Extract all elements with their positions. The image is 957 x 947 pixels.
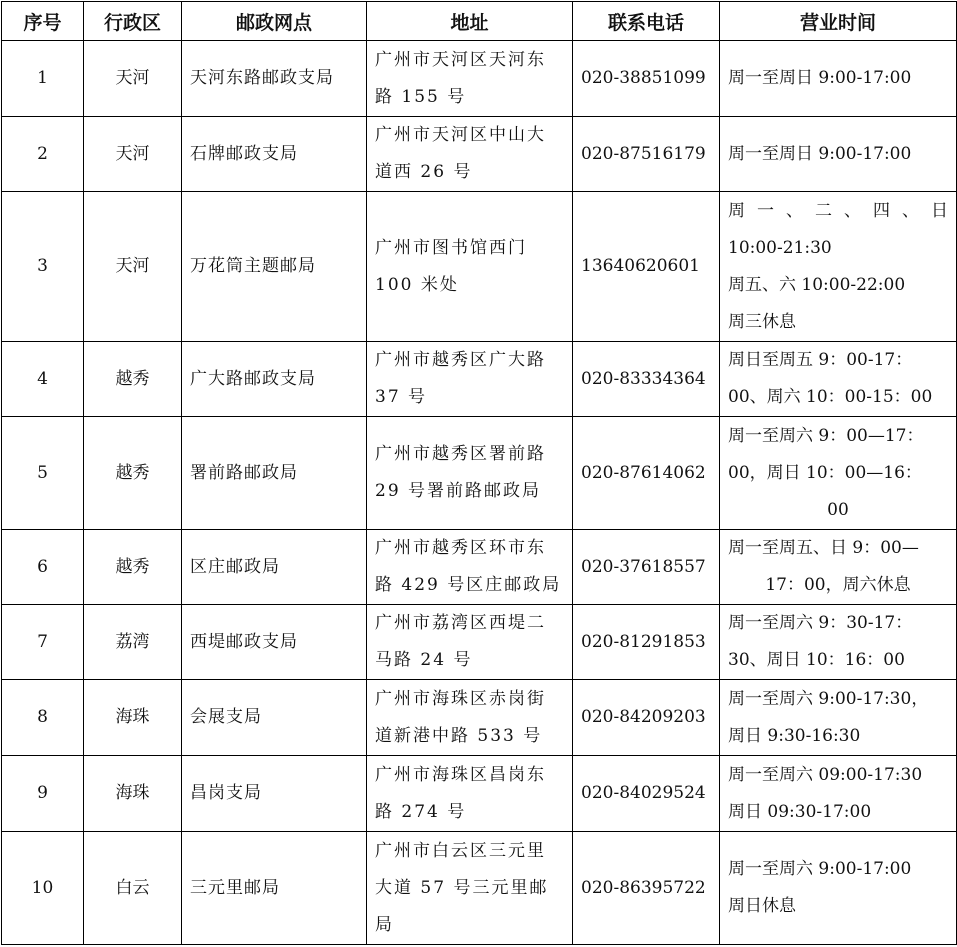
cell-address (367, 117, 573, 192)
header-phone: 联系电话 (573, 2, 720, 41)
cell-hours (720, 605, 957, 680)
cell-seq: 6 (2, 530, 84, 605)
cell-address (367, 192, 573, 342)
cell-hours (720, 117, 957, 192)
address-line: 路 429 号区庄邮政局 (375, 575, 562, 595)
hours-line: 周五、六 10:00-22:00 (728, 274, 906, 295)
hours-line: 周一至周六 09:00-17:30 (728, 764, 923, 785)
cell-seq: 7 (2, 605, 84, 680)
address-line: 局 (375, 914, 394, 935)
table-row (2, 680, 957, 756)
address-line: 道西 26 号 (375, 162, 473, 182)
cell-phone: 020-87516179 (573, 117, 720, 192)
cell-district: 天河 (84, 117, 182, 192)
cell-phone: 020-83334364 (573, 342, 720, 417)
cell-phone: 020-87614062 (573, 417, 720, 530)
cell-district: 天河 (84, 41, 182, 117)
table-row (2, 192, 957, 342)
cell-address (367, 41, 573, 117)
address-line: 广州市越秀区环市东 (375, 538, 546, 558)
cell-seq: 1 (2, 41, 84, 117)
cell-phone: 020-38851099 (573, 41, 720, 117)
table-body (2, 41, 957, 945)
cell-outlet: 署前路邮政局 (182, 417, 367, 530)
address-line: 广州市海珠区赤岗街 (375, 688, 546, 709)
hours-line: 周日休息 (728, 896, 796, 916)
cell-hours (720, 680, 957, 756)
hours-line: 00、周六 10：00-15：00 (728, 387, 933, 407)
hours-line: 周一至周六 9：00—17： (728, 425, 924, 446)
cell-address (367, 417, 573, 530)
hours-line: 30、周日 10：16：00 (728, 650, 905, 670)
header-address: 地址 (367, 2, 573, 41)
address-line: 大道 57 号三元里邮 (375, 877, 549, 898)
table-row (2, 117, 957, 192)
cell-phone: 020-81291853 (573, 605, 720, 680)
cell-district: 海珠 (84, 756, 182, 832)
cell-address (367, 680, 573, 756)
cell-phone: 13640620601 (573, 192, 720, 342)
address-line: 广州市越秀区署前路 (375, 444, 546, 464)
hours-line: 周一至周五、日 9：00— (728, 538, 919, 558)
cell-phone: 020-37618557 (573, 530, 720, 605)
cell-seq: 2 (2, 117, 84, 192)
header-seq: 序号 (2, 2, 84, 41)
cell-district: 白云 (84, 832, 182, 945)
hours-line: 周日 9:30-16:30 (728, 725, 861, 746)
address-line: 29 号署前路邮政局 (375, 481, 542, 501)
hours-line: 00，周日 10：00—16： (728, 462, 922, 483)
cell-hours (720, 417, 957, 530)
cell-address (367, 605, 573, 680)
address-line: 广州市图书馆西门 (375, 237, 527, 258)
table-row (2, 832, 957, 945)
cell-outlet: 西堤邮政支局 (182, 605, 367, 680)
cell-district: 越秀 (84, 417, 182, 530)
cell-district: 越秀 (84, 530, 182, 605)
address-line: 广州市白云区三元里 (375, 840, 546, 861)
header-district: 行政区 (84, 2, 182, 41)
hours-line: 周三休息 (728, 311, 796, 332)
address-line: 道新港中路 533 号 (375, 725, 543, 746)
cell-address (367, 342, 573, 417)
cell-hours (720, 832, 957, 945)
cell-district: 荔湾 (84, 605, 182, 680)
table-row (2, 756, 957, 832)
cell-address (367, 832, 573, 945)
address-line: 马路 24 号 (375, 650, 473, 670)
cell-seq: 10 (2, 832, 84, 945)
cell-district: 越秀 (84, 342, 182, 417)
address-line: 广州市天河区天河东 (375, 49, 546, 70)
address-line: 广州市荔湾区西堤二 (375, 613, 546, 633)
cell-phone: 020-86395722 (573, 832, 720, 945)
hours-line: 周一至周日 9:00-17:00 (728, 68, 912, 88)
header-row (2, 2, 957, 41)
cell-outlet: 石牌邮政支局 (182, 117, 367, 192)
hours-line: 00 (827, 499, 849, 520)
hours-line: 17：00，周六休息 (765, 575, 911, 595)
hours-line: 周 一 、 二 、 四 、 日 (728, 200, 948, 221)
address-line: 广州市天河区中山大 (375, 125, 546, 145)
address-line: 广州市越秀区广大路 (375, 350, 546, 370)
table-row (2, 530, 957, 605)
cell-district: 天河 (84, 192, 182, 342)
address-line: 100 米处 (375, 274, 459, 295)
cell-seq: 3 (2, 192, 84, 342)
hours-line: 周一至周六 9:00-17:30， (728, 688, 929, 709)
cell-address (367, 756, 573, 832)
cell-outlet: 万花筒主题邮局 (182, 192, 367, 342)
header-outlet: 邮政网点 (182, 2, 367, 41)
hours-line: 周一至周六 9：30-17： (728, 613, 913, 633)
cell-hours (720, 530, 957, 605)
cell-hours (720, 756, 957, 832)
address-line: 路 274 号 (375, 801, 467, 822)
table-row (2, 41, 957, 117)
hours-line: 10:00-21:30 (728, 237, 832, 258)
cell-seq: 5 (2, 417, 84, 530)
cell-hours (720, 192, 957, 342)
cell-phone: 020-84209203 (573, 680, 720, 756)
hours-line: 周一至周日 9:00-17:00 (728, 143, 912, 164)
table-row (2, 342, 957, 417)
address-line: 37 号 (375, 387, 428, 407)
address-line: 路 155 号 (375, 86, 467, 107)
cell-seq: 8 (2, 680, 84, 756)
cell-seq: 4 (2, 342, 84, 417)
cell-district: 海珠 (84, 680, 182, 756)
hours-line: 周日至周五 9：00-17： (728, 350, 913, 370)
cell-hours (720, 342, 957, 417)
table-row (2, 605, 957, 680)
cell-outlet: 会展支局 (182, 680, 367, 756)
post-office-table (1, 1, 957, 945)
hours-line: 周一至周六 9:00-17:00 (728, 859, 912, 879)
cell-outlet: 区庄邮政局 (182, 530, 367, 605)
hours-line: 周日 09:30-17:00 (728, 801, 872, 822)
cell-outlet: 广大路邮政支局 (182, 342, 367, 417)
cell-outlet: 昌岗支局 (182, 756, 367, 832)
cell-outlet: 三元里邮局 (182, 832, 367, 945)
cell-seq: 9 (2, 756, 84, 832)
header-hours: 营业时间 (720, 2, 957, 41)
cell-hours (720, 41, 957, 117)
cell-phone: 020-84029524 (573, 756, 720, 832)
cell-outlet: 天河东路邮政支局 (182, 41, 367, 117)
cell-address (367, 530, 573, 605)
table-row (2, 417, 957, 530)
address-line: 广州市海珠区昌岗东 (375, 764, 546, 785)
